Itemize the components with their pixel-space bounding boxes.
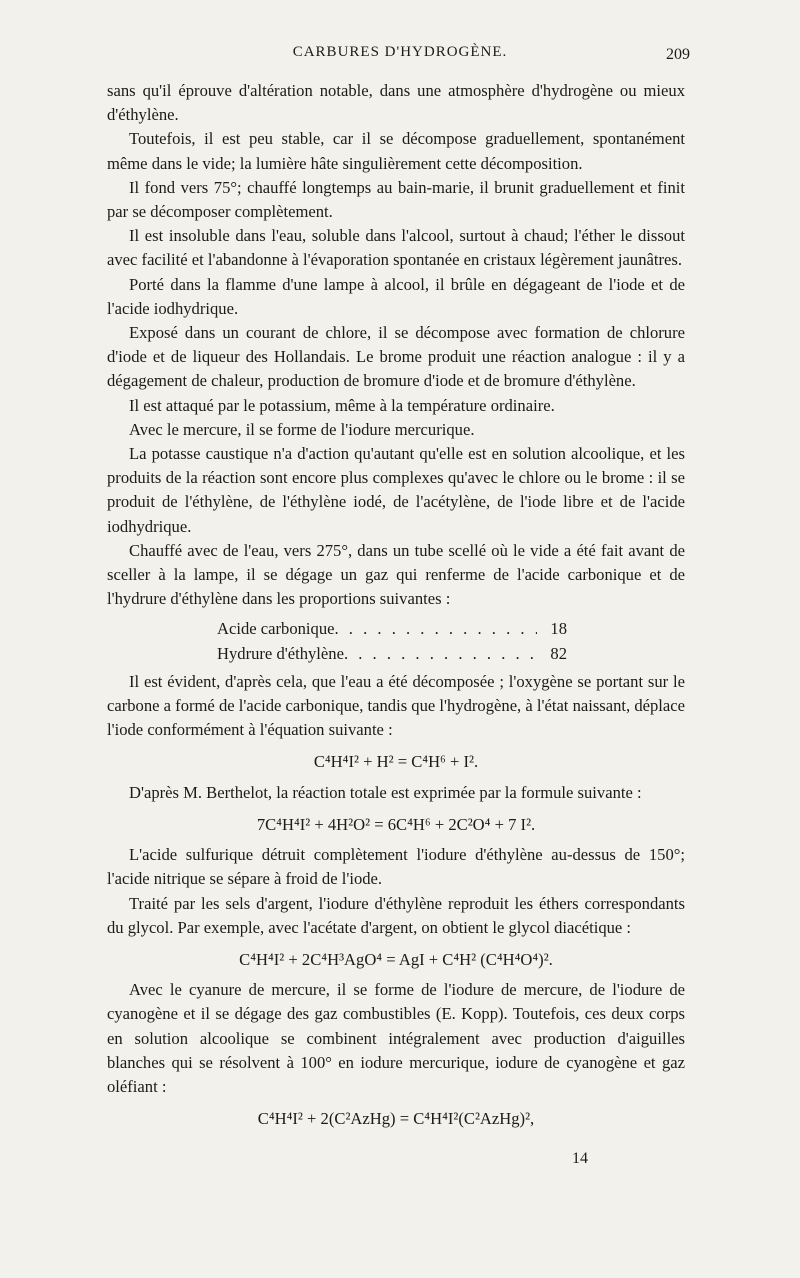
leader-dots xyxy=(344,642,537,666)
paragraph: Porté dans la flamme d'une lampe à alcool, il brûle en dégageant de l'iode et de l'acide iodhydrique. xyxy=(107,274,685,318)
row-value: 82 xyxy=(550,643,567,663)
paragraph: sans qu'il éprouve d'altération notable, dans une atmosphère d'hydrogène ou mieux d'éthylène. xyxy=(107,81,685,125)
table-row xyxy=(217,642,567,666)
paragraph: Il fond vers 75°; chauffé longtemps au bain-marie, il brunit graduellement et finit par se décomposer complètement. xyxy=(107,177,685,222)
paragraph: Chauffé avec de l'eau, vers 275°, dans un tube scellé où le vide a été fait avant de sceller à la lampe, il se dégage un gaz qui renferme de l'acide carbonique et de l'hydrure d'éthylène dans les proportions suivantes : xyxy=(107,540,685,609)
body-text xyxy=(107,79,685,1137)
page-header xyxy=(0,44,800,68)
row-label: Hydrure d'éthylène xyxy=(217,643,344,663)
equation: C⁴H⁴I² + H² = C⁴H⁶ + I². xyxy=(313,752,479,772)
page-number: 209 xyxy=(666,46,690,63)
leader-dots xyxy=(335,617,538,641)
paragraph: L'acide sulfurique détruit complètement l'iodure d'éthylène au-dessus de 150°; l'acide nitrique se sépare à froid de l'iode. xyxy=(107,845,685,889)
equation: C⁴H⁴I² + 2(C²AzHg) = C⁴H⁴I²(C²AzHg)², xyxy=(257,1109,535,1129)
paragraph: Avec le mercure, il se forme de l'iodure mercurique. xyxy=(129,419,475,439)
proportions-table xyxy=(107,617,685,665)
paragraph: Toutefois, il est peu stable, car il se décompose graduellement, spontanément même dans le vide; la lumière hâte singulièrement cette décomposition. xyxy=(107,129,685,173)
signature-mark: 14 xyxy=(572,1150,588,1167)
running-title: CARBURES D'HYDROGÈNE. xyxy=(292,44,508,60)
equation: 7C⁴H⁴I² + 4H²O² = 6C⁴H⁶ + 2C²O⁴ + 7 I². xyxy=(256,814,536,834)
paragraph: Il est insoluble dans l'eau, soluble dans l'alcool, surtout à chaud; l'éther le dissout avec facilité et l'abandonne à l'évaporation spontanée en cristaux légèrement jaunâtres. xyxy=(107,226,685,270)
paragraph: Traité par les sels d'argent, l'iodure d'éthylène reproduit les éthers correspondants du glycol. Par exemple, avec l'acétate d'argent, on obtient le glycol diacétique : xyxy=(107,893,685,937)
row-value: 18 xyxy=(550,619,567,639)
equation: C⁴H⁴I² + 2C⁴H³AgO⁴ = AgI + C⁴H² (C⁴H⁴O⁴)². xyxy=(239,949,553,969)
paragraph: La potasse caustique n'a d'action qu'autant qu'elle est en solution alcoolique, et les produits de la réaction sont encore plus complexes qu'avec le chlore ou le brome : il se produit de l'éthylène, de l'éthylène iodé, de l'acétylène, de l'iode libre et de l'acide iodhydrique. xyxy=(107,444,685,536)
paragraph: D'après M. Berthelot, la réaction totale est exprimée par la formule suivante : xyxy=(129,782,642,802)
table-row xyxy=(217,617,567,641)
paragraph: Il est attaqué par le potassium, même à la température ordinaire. xyxy=(129,395,555,415)
paragraph: Il est évident, d'après cela, que l'eau a été décomposée ; l'oxygène se portant sur le carbone a formé de l'acide carbonique, tandis que l'hydrogène, à l'état naissant, déplace l'iode conformément à l'équation suivante : xyxy=(107,671,685,740)
row-label: Acide carbonique xyxy=(217,619,335,639)
paragraph: Avec le cyanure de mercure, il se forme de l'iodure de mercure, de l'iodure de cyanogène et il se dégage des gaz combustibles (E. Kopp). Toutefois, ces deux corps en solution alcoolique se combinent intégralement avec production d'aiguilles blanches qui se résolvent à 100° en iodure mercurique, iodure de cyanogène et gaz oléfiant : xyxy=(107,980,685,1096)
paragraph: Exposé dans un courant de chlore, il se décompose avec formation de chlorure d'iode et de liqueur des Hollandais. Le brome produit une réaction analogue : il y a dégagement de chaleur, production de bromure d'iode et de bromure d'éthylène. xyxy=(107,323,685,391)
